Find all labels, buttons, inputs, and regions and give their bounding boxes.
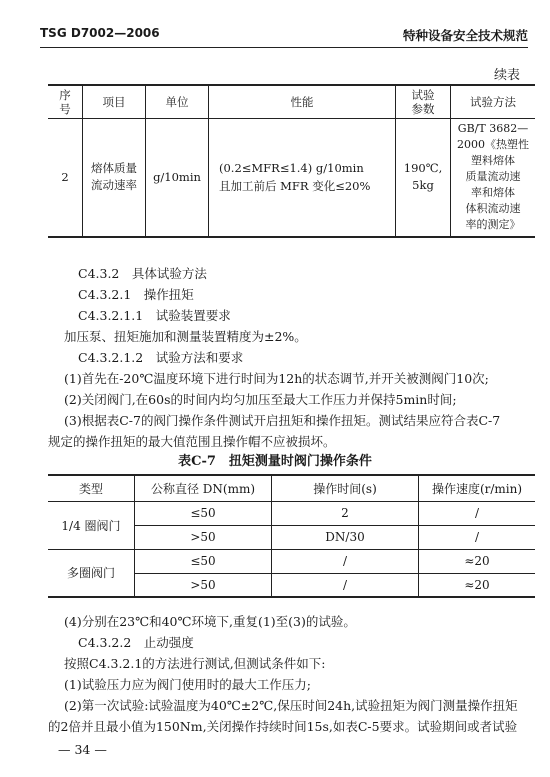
cell-time: / xyxy=(272,549,419,573)
paragraph: (1)试验压力应为阀门使用时的最大工作压力; xyxy=(64,677,311,692)
cell-dn: >50 xyxy=(135,525,272,549)
page-number: — 34 — xyxy=(58,742,107,757)
col-header-speed: 操作速度(r/min) xyxy=(419,475,536,501)
paragraph: (3)根据表C-7的阀门操作条件测试开启扭矩和操作扭矩。测试结果应符合表C-7 xyxy=(64,413,501,428)
table-row xyxy=(48,549,535,573)
cell-speed: ≈20 xyxy=(419,549,536,573)
paragraph: 规定的操作扭矩的最大值范围且操作帽不应被损坏。 xyxy=(48,434,336,449)
paragraph: 加压泵、扭矩施加和测量装置精度为±2%。 xyxy=(64,329,307,344)
table-header-row xyxy=(48,475,535,501)
paragraph: 的2倍并且最小值为150Nm,关闭操作持续时间15s,如表C-5要求。试验期间或者试验 xyxy=(48,719,518,734)
table-row xyxy=(48,118,535,237)
subsubsection-heading: C4.3.2.1.2 试验方法和要求 xyxy=(78,350,244,365)
cell-speed: ≈20 xyxy=(419,573,536,597)
cell-dn: ≤50 xyxy=(135,549,272,573)
cell-unit: g/10min xyxy=(146,118,209,237)
header-rule xyxy=(40,47,528,48)
cell-type: 多圈阀门 xyxy=(48,549,135,597)
col-header-item: 项目 xyxy=(83,85,146,118)
col-header-performance: 性能 xyxy=(209,85,396,118)
cell-time: 2 xyxy=(272,501,419,525)
cell-method: GB/T 3682— 2000《热塑性 塑料熔体 质量流动速 率和熔体 体积流动速 率的测定》 xyxy=(451,118,536,237)
cell-params: 190℃, 5kg xyxy=(396,118,451,237)
paragraph: 按照C4.3.2.1的方法进行测试,但测试条件如下: xyxy=(64,656,326,671)
section-heading: C4.3.2 具体试验方法 xyxy=(78,266,207,281)
cell-type: 1/4 圈阀门 xyxy=(48,501,135,549)
paragraph: (1)首先在-20℃温度环境下进行时间为12h的状态调节,并开关被测阀门10次; xyxy=(64,371,489,386)
table-performance xyxy=(48,84,535,238)
paragraph: (2)关闭阀门,在60s的时间内均匀加压至最大工作压力并保持5min时间; xyxy=(64,392,457,407)
col-header-type: 类型 xyxy=(48,475,135,501)
subsection-heading: C4.3.2.2 止动强度 xyxy=(78,635,194,650)
continued-label: 续表 xyxy=(493,68,520,83)
cell-speed: / xyxy=(419,525,536,549)
cell-dn: ≤50 xyxy=(135,501,272,525)
cell-no: 2 xyxy=(48,118,83,237)
paragraph: (2)第一次试验:试验温度为40℃±2℃,保压时间24h,试验扭矩为阀门测量操作扭矩 xyxy=(64,698,518,713)
subsubsection-heading: C4.3.2.1.1 试验装置要求 xyxy=(78,308,231,323)
subsection-heading: C4.3.2.1 操作扭矩 xyxy=(78,287,194,302)
cell-speed: / xyxy=(419,501,536,525)
header-left: TSG D7002—2006 xyxy=(40,26,160,40)
cell-item: 熔体质量 流动速率 xyxy=(83,118,146,237)
cell-performance: (0.2≤MFR≤1.4) g/10min 且加工前后 MFR 变化≤20% xyxy=(209,118,396,237)
table-valve-conditions xyxy=(48,474,535,598)
col-header-method: 试验方法 xyxy=(451,85,536,118)
col-header-params: 试验 参数 xyxy=(396,85,451,118)
table-header-row xyxy=(48,85,535,118)
cell-time: / xyxy=(272,573,419,597)
header-right: 特种设备安全技术规范 xyxy=(402,28,528,43)
table-row xyxy=(48,501,535,525)
col-header-dn: 公称直径 DN(mm) xyxy=(135,475,272,501)
cell-dn: >50 xyxy=(135,573,272,597)
cell-time: DN/30 xyxy=(272,525,419,549)
col-header-time: 操作时间(s) xyxy=(272,475,419,501)
paragraph: (4)分别在23℃和40℃环境下,重复(1)至(3)的试验。 xyxy=(64,614,356,629)
table-caption: 表C-7 扭矩测量时阀门操作条件 xyxy=(178,454,372,469)
col-header-unit: 单位 xyxy=(146,85,209,118)
col-header-no: 序 号 xyxy=(48,85,83,118)
